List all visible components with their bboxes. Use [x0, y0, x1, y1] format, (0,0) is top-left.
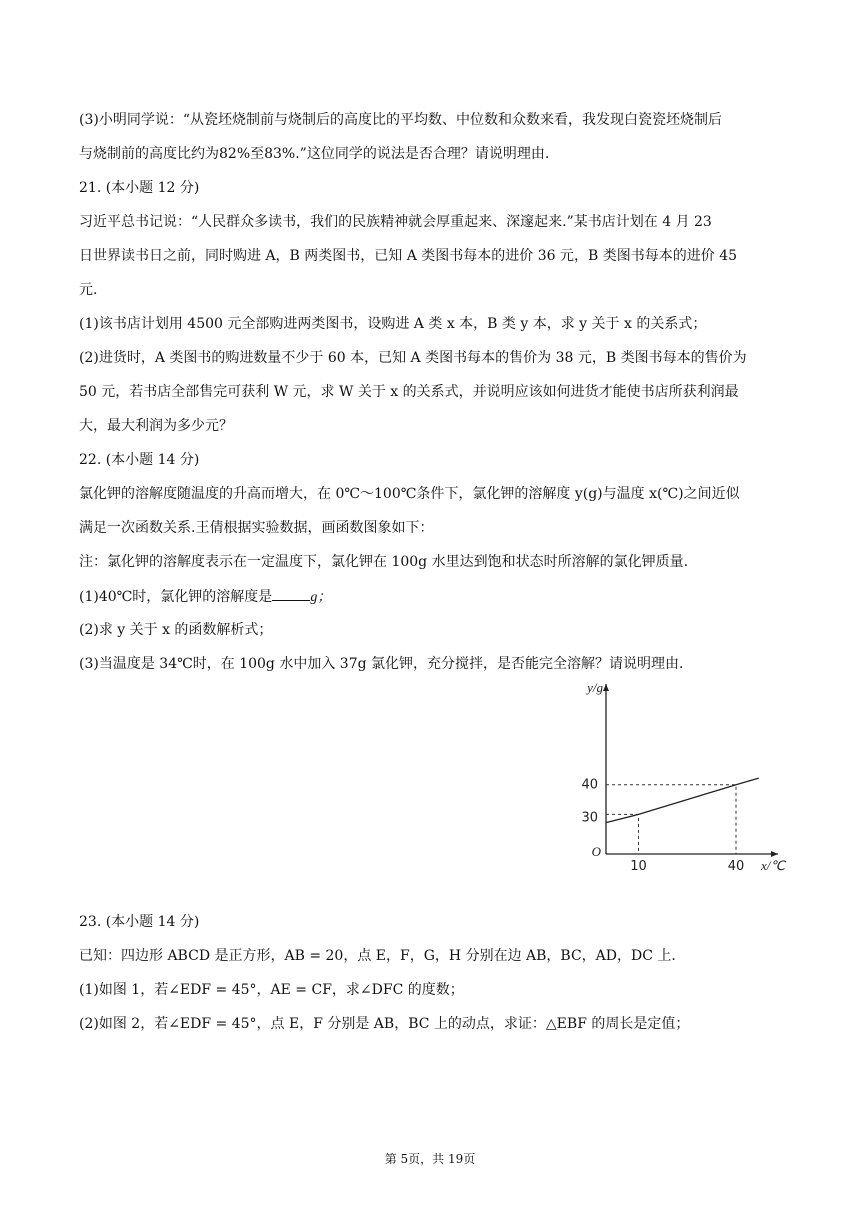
q22-header: 22. (本小题 14 分): [79, 452, 200, 468]
q21-part2-line2: 50 元，若书店全部售完可获利 W 元，求 W 关于 x 的关系式，并说明应该如何进货才能使书店所获利润最: [79, 384, 739, 400]
y-axis-arrow: [603, 684, 609, 691]
q20-part3-line2: 与烧制前的高度比约为82%至83%.”这位同学的说法是否合理？请说明理由.: [79, 146, 550, 162]
q22-part1-suffix: g；: [310, 590, 332, 605]
q23-header: 23. (本小题 14 分): [79, 914, 200, 930]
q21-part2-line3: 大，最大利润为多少元？: [79, 418, 233, 434]
y-tick-40: 40: [581, 777, 598, 793]
q22-part1: [79, 586, 331, 608]
x-tick-40: 40: [727, 859, 745, 874]
chart-axes: [603, 684, 778, 857]
q21-intro-line1: 习近平总书记说：“人民群众多读书，我们的民族精神就会厚重起来、深邃起来.”某书店计划在 4 月 23: [79, 214, 712, 230]
y-axis-label: y/g: [587, 680, 603, 695]
x-tick-10: 10: [630, 859, 647, 874]
dashed-guide-1: [606, 785, 736, 854]
q21-part2-line1: (2)进货时，A 类图书的购进数量不少于 60 本，已知 A 类图书每本的售价为 38 元，B 类图书每本的售价为: [79, 350, 747, 366]
q22-part3: (3)当温度是 34℃时，在 100g 水中加入 37g 氯化钾，充分搅拌，是否能完全溶解？请说明理由.: [79, 656, 684, 672]
q22-note: 注：氯化钾的溶解度表示在一定温度下，氯化钾在 100g 水里达到饱和状态时所溶解的氯化钾质量.: [79, 554, 689, 570]
q22-intro-line2: 满足一次函数关系.王倩根据实验数据，画函数图象如下：: [79, 520, 434, 536]
x-axis-label: x/℃: [761, 858, 785, 873]
dashed-guide-0: [606, 814, 639, 854]
origin-label: O: [591, 844, 601, 859]
answer-blank: [272, 586, 310, 601]
q21-intro-line3: 元.: [79, 282, 98, 298]
y-tick-30: 30: [581, 810, 598, 826]
x-axis-arrow: [771, 851, 778, 857]
q22-intro-line1: 氯化钾的溶解度随温度的升高而增大，在 0℃～100℃条件下，氯化钾的溶解度 y(g)与温度 x(℃)之间近似: [79, 486, 740, 502]
page-footer: 第 5页，共 19页: [384, 1152, 476, 1166]
q22-part2: (2)求 y 关于 x 的函数解析式；: [79, 622, 273, 638]
q21-part1: (1)该书店计划用 4500 元全部购进两类图书，设购进 A 类 x 本，B 类 y 本，求 y 关于 x 的关系式；: [79, 316, 707, 332]
q21-header: 21. (本小题 12 分): [79, 180, 200, 196]
chart-guides: [606, 785, 736, 854]
chart-labels: [581, 680, 786, 874]
q20-part3-line1: (3)小明同学说：“从瓷坯烧制前与烧制后的高度比的平均数、中位数和众数来看，我发现白瓷瓷坯烧制后: [79, 112, 722, 128]
solubility-graph: [572, 676, 788, 876]
q23-part1: (1)如图 1，若∠EDF = 45°，AE = CF，求∠DFC 的度数；: [79, 982, 464, 998]
q22-part1-prefix: (1)40℃时，氯化钾的溶解度是: [79, 589, 273, 605]
q23-part2: (2)如图 2，若∠EDF = 45°，点 E，F 分别是 AB，BC 上的动点，求证：△EBF 的周长是定值；: [79, 1016, 690, 1032]
q21-intro-line2: 日世界读书日之前，同时购进 A，B 两类图书，已知 A 类图书每本的进价 36 元，B 类图书每本的进价 45: [79, 248, 738, 264]
q23-intro: 已知：四边形 ABCD 是正方形，AB = 20，点 E，F，G，H 分别在边 AB，BC，AD，DC 上.: [79, 948, 676, 964]
